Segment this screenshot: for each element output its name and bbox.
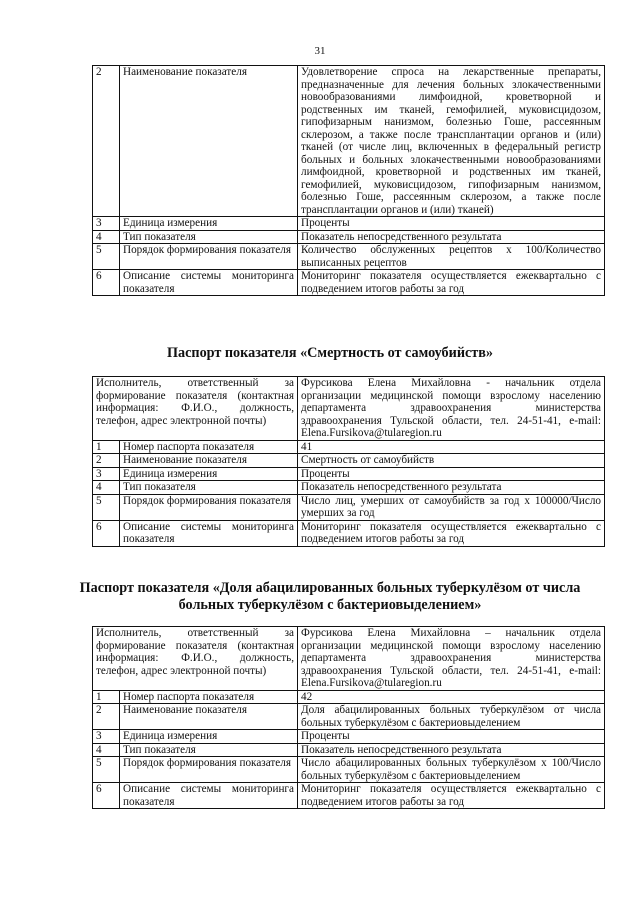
table-row [93,494,605,520]
row-number: 2 [93,704,120,730]
row-number: 4 [93,481,120,495]
row-value: Мониторинг показателя осуществляется ежеквартально с подведением итогов работы за год [298,270,605,296]
table-row [93,230,605,244]
row-label: Единица измерения [120,467,298,481]
table-row [93,66,605,217]
row-number: 5 [93,244,120,270]
table-row [93,467,605,481]
table-row [93,454,605,468]
row-label: Описание системы мониторинга показателя [120,520,298,546]
row-label: Номер паспорта показателя [120,690,298,704]
table-row [93,481,605,495]
row-label: Наименование показателя [120,66,298,217]
page-number: 31 [314,45,326,57]
executor-label: Исполнитель, ответственный за формирование показателя (контактная информация: Ф.И.О., должность, телефон, адрес электронной почты) [93,377,298,441]
row-value: Количество обслуженных рецептов х 100/Количество выписанных рецептов [298,244,605,270]
row-label: Тип показателя [120,481,298,495]
table-row [93,440,605,454]
row-number: 2 [93,454,120,468]
row-number: 4 [93,743,120,757]
row-value: Мониторинг показателя осуществляется ежеквартально с подведением итогов работы за год [298,783,605,809]
row-label: Номер паспорта показателя [120,440,298,454]
table-row [93,520,605,546]
row-number: 3 [93,730,120,744]
table-row [93,377,605,441]
row-value: Удовлетворение спроса на лекарственные препараты, предназначенные для лечения больных злокачественными новообразованиями лимфоидной, кроветворной и родственных им тканей, гемофилией, муковисцидозом, гипофизарным нанизмом, болезнью Гоше, рассеянным склерозом, а также после трансплантации органов и (или) тканей (от числе лиц, включенных в федеральный регистр больных и больных злокачественными новообразованиями лимфоидной, кроветворной и родственных им тканей, гемофилией, муковисцидозом, гипофизарным нанизмом, болезнью Гоше, рассеянным склерозом, а также после трансплантации органов и (или) тканей) [298,66,605,217]
row-number: 6 [93,270,120,296]
section-title: Паспорт показателя «Доля абацилированных больных туберкулёзом от числа больных туберкулёзом с бактериовыделением» [79,580,581,613]
row-number: 4 [93,230,120,244]
row-value: 41 [298,440,605,454]
section-title: Паспорт показателя «Смертность от самоубийств» [166,345,494,361]
row-value: 42 [298,690,605,704]
row-value: Число лиц, умерших от самоубийств за год х 100000/Число умерших за год [298,494,605,520]
row-value: Число абацилированных больных туберкулёзом х 100/Число больных туберкулёзом с бактериовыделением [298,757,605,783]
row-number: 1 [93,440,120,454]
passport-table-tuberculosis [92,626,605,809]
row-label: Единица измерения [120,730,298,744]
row-label: Тип показателя [120,230,298,244]
row-number: 5 [93,494,120,520]
table-row [93,244,605,270]
passport-table-suicide [92,376,605,547]
row-value: Проценты [298,217,605,231]
row-value: Показатель непосредственного результата [298,481,605,495]
row-label: Порядок формирования показателя [120,494,298,520]
row-number: 6 [93,520,120,546]
executor-label: Исполнитель, ответственный за формирование показателя (контактная информация: Ф.И.О., должность, телефон, адрес электронной почты) [93,627,298,691]
row-label: Наименование показателя [120,704,298,730]
row-value: Проценты [298,730,605,744]
row-label: Описание системы мониторинга показателя [120,270,298,296]
passport-table-continued [92,65,605,296]
row-value: Мониторинг показателя осуществляется ежеквартально с подведением итогов работы за год [298,520,605,546]
row-number: 5 [93,757,120,783]
row-value: Смертность от самоубийств [298,454,605,468]
table-row [93,217,605,231]
table-row [93,743,605,757]
row-value: Доля абацилированных больных туберкулёзом от числа больных туберкулёзом с бактериовыделением [298,704,605,730]
row-value: Показатель непосредственного результата [298,230,605,244]
executor-value: Фурсикова Елена Михайловна – начальник отдела организации медицинской помощи взрослому населению департамента здравоохранения министерства здравоохранения Тульской области, тел. 24-51-41, e-mail: Elena.Fursikova@tularegion.ru [298,627,605,691]
table-row [93,690,605,704]
row-number: 2 [93,66,120,217]
row-label: Порядок формирования показателя [120,757,298,783]
row-value: Проценты [298,467,605,481]
row-label: Описание системы мониторинга показателя [120,783,298,809]
row-value: Показатель непосредственного результата [298,743,605,757]
table-row [93,730,605,744]
executor-value: Фурсикова Елена Михайловна - начальник отдела организации медицинской помощи взрослому населению департамента здравоохранения министерства здравоохранения Тульской области, тел. 24-51-41, e-mail: Elena.Fursikova@tularegion.ru [298,377,605,441]
table-row [93,783,605,809]
table-row [93,627,605,691]
table-row [93,757,605,783]
row-label: Наименование показателя [120,454,298,468]
row-label: Тип показателя [120,743,298,757]
row-number: 6 [93,783,120,809]
table-row [93,704,605,730]
row-number: 1 [93,690,120,704]
table-row [93,270,605,296]
row-label: Единица измерения [120,217,298,231]
row-number: 3 [93,217,120,231]
row-number: 3 [93,467,120,481]
row-label: Порядок формирования показателя [120,244,298,270]
